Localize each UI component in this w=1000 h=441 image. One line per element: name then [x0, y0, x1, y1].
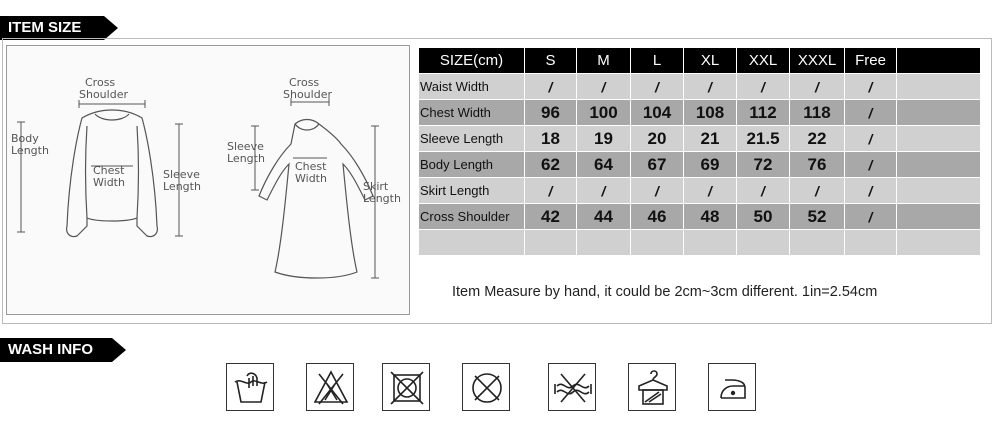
size-row	[419, 204, 981, 230]
hang-dry-icon	[628, 363, 676, 411]
size-row	[419, 100, 981, 126]
size-table-header	[419, 48, 981, 74]
label-cross-shoulder-2b: Shoulder	[283, 88, 332, 101]
item-size-title: ITEM SIZE	[8, 19, 82, 36]
size-row-label: Sleeve Length	[419, 126, 525, 152]
size-cell	[897, 100, 981, 126]
size-row-label: Waist Width	[419, 74, 525, 100]
size-cell: 46	[631, 204, 684, 230]
size-row-label: Chest Width	[419, 100, 525, 126]
size-cell: 76	[790, 152, 845, 178]
size-row	[419, 152, 981, 178]
size-row	[419, 178, 981, 204]
header-s: S	[525, 48, 577, 74]
size-cell	[631, 230, 684, 256]
header-size: SIZE(cm)	[419, 48, 525, 74]
size-cell	[897, 178, 981, 204]
size-row-label	[419, 230, 525, 256]
size-cell: /	[525, 74, 577, 100]
size-cell: /	[631, 74, 684, 100]
size-cell	[897, 152, 981, 178]
size-cell: 18	[525, 126, 577, 152]
size-cell	[525, 230, 577, 256]
size-row-label: Cross Shoulder	[419, 204, 525, 230]
garment-diagram	[7, 46, 411, 316]
size-cell: 44	[577, 204, 631, 230]
size-cell: /	[845, 152, 897, 178]
label-cross-shoulder-1b: Shoulder	[79, 88, 128, 101]
size-cell: 118	[790, 100, 845, 126]
label-body-length-a: Body	[11, 132, 39, 145]
size-cell: /	[845, 178, 897, 204]
hand-wash-icon	[226, 363, 274, 411]
header-xxl: XXL	[737, 48, 790, 74]
size-cell	[897, 126, 981, 152]
size-row-label: Skirt Length	[419, 178, 525, 204]
label-sleeve-length-1b: Length	[163, 180, 201, 193]
size-cell	[845, 230, 897, 256]
size-cell: 48	[684, 204, 737, 230]
size-cell: 21.5	[737, 126, 790, 152]
size-cell: 62	[525, 152, 577, 178]
size-cell: /	[577, 178, 631, 204]
item-size-header	[0, 16, 104, 40]
label-chest-width-2a: Chest	[295, 160, 327, 173]
label-cross-shoulder-1a: Cross	[85, 76, 116, 89]
label-sleeve-length-1a: Sleeve	[163, 168, 200, 181]
size-cell: 42	[525, 204, 577, 230]
wash-info-header	[0, 338, 112, 362]
size-cell: 112	[737, 100, 790, 126]
wash-info-title: WASH INFO	[8, 341, 93, 358]
label-chest-width-2b: Width	[295, 172, 327, 185]
size-cell: /	[737, 74, 790, 100]
label-body-length-b: Length	[11, 144, 49, 157]
size-cell: 64	[577, 152, 631, 178]
size-cell: /	[790, 74, 845, 100]
header-xxxl: XXXL	[790, 48, 845, 74]
label-sleeve-length-2a: Sleeve	[227, 140, 264, 153]
label-sleeve-length-2b: Length	[227, 152, 265, 165]
size-cell: /	[845, 126, 897, 152]
label-cross-shoulder-2a: Cross	[289, 76, 320, 89]
do-not-wring-icon	[548, 363, 596, 411]
size-cell: /	[525, 178, 577, 204]
size-cell	[737, 230, 790, 256]
size-cell: /	[845, 74, 897, 100]
label-chest-width-1b: Width	[93, 176, 125, 189]
size-cell: 100	[577, 100, 631, 126]
label-skirt-length-a: Skirt	[363, 180, 389, 193]
size-cell	[790, 230, 845, 256]
size-table-body	[419, 74, 981, 256]
size-cell: 52	[790, 204, 845, 230]
size-cell: /	[684, 74, 737, 100]
size-cell	[897, 204, 981, 230]
label-skirt-length-b: Length	[363, 192, 401, 205]
size-cell: 67	[631, 152, 684, 178]
size-cell	[897, 230, 981, 256]
size-cell: /	[684, 178, 737, 204]
measurement-sketch	[6, 45, 410, 315]
size-cell	[897, 74, 981, 100]
size-cell	[577, 230, 631, 256]
size-cell: 72	[737, 152, 790, 178]
size-row-label: Body Length	[419, 152, 525, 178]
size-cell	[684, 230, 737, 256]
size-row	[419, 230, 981, 256]
header-xl: XL	[684, 48, 737, 74]
header-free: Free	[845, 48, 897, 74]
size-table	[418, 47, 981, 256]
header-l: L	[631, 48, 684, 74]
size-cell: 21	[684, 126, 737, 152]
size-cell: 50	[737, 204, 790, 230]
size-cell: /	[631, 178, 684, 204]
size-cell: 19	[577, 126, 631, 152]
size-cell: /	[737, 178, 790, 204]
size-cell: 20	[631, 126, 684, 152]
do-not-dry-clean-icon	[462, 363, 510, 411]
size-cell: /	[845, 204, 897, 230]
size-cell: 96	[525, 100, 577, 126]
size-cell: 69	[684, 152, 737, 178]
label-chest-width-1a: Chest	[93, 164, 125, 177]
do-not-tumble-dry-icon	[382, 363, 430, 411]
size-cell: /	[577, 74, 631, 100]
size-cell: /	[845, 100, 897, 126]
size-row	[419, 126, 981, 152]
size-cell: 104	[631, 100, 684, 126]
size-row	[419, 74, 981, 100]
measure-note: Item Measure by hand, it could be 2cm~3cm different. 1in=2.54cm	[452, 284, 878, 300]
size-cell: 22	[790, 126, 845, 152]
do-not-bleach-icon	[306, 363, 354, 411]
header-blank	[897, 48, 981, 74]
size-cell: 108	[684, 100, 737, 126]
iron-low-icon	[708, 363, 756, 411]
header-m: M	[577, 48, 631, 74]
size-cell: /	[790, 178, 845, 204]
